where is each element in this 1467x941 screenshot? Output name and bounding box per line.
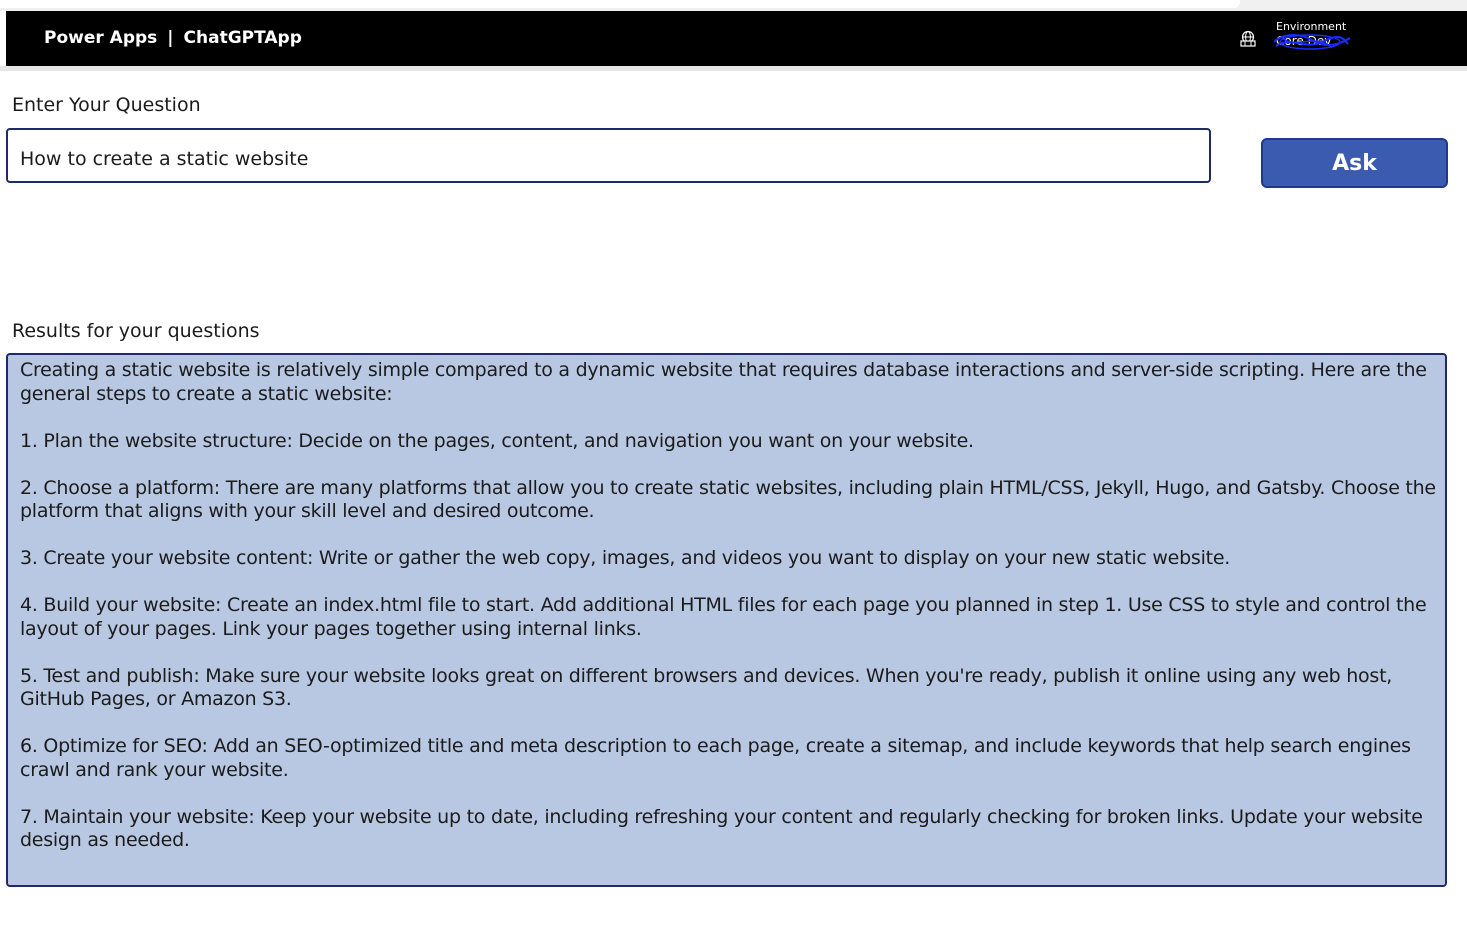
results-paragraph: 6. Optimize for SEO: Add an SEO-optimized title and meta description to each page, create a sitemap, and include keywords that help search engines crawl and rank your website. xyxy=(20,735,1411,781)
results-paragraph: 5. Test and publish: Make sure your website looks great on different browsers and devices. When you're ready, publish it online using any web host, GitHub Pages, or Amazon S3. xyxy=(20,664,1393,710)
results-label: Results for your questions xyxy=(12,320,260,342)
brand-separator: | xyxy=(167,28,174,48)
app-title: ChatGPTApp xyxy=(183,28,302,48)
app-header xyxy=(6,11,1467,66)
ask-button[interactable]: Ask xyxy=(1261,138,1448,188)
results-paragraph: 1. Plan the website structure: Decide on the pages, content, and navigation you want on your website. xyxy=(20,429,974,452)
redaction-scribble xyxy=(1272,30,1352,54)
results-text xyxy=(20,359,1439,853)
results-paragraph: Creating a static website is relatively simple compared to a dynamic website that requires database interactions and server-side scripting. Here are the general steps to create a static website: xyxy=(20,359,1427,405)
environment-label: Environment xyxy=(1276,20,1347,33)
results-paragraph: 3. Create your website content: Write or gather the web copy, images, and videos you want to display on your new static website. xyxy=(20,547,1231,569)
browser-tab-edge xyxy=(0,0,1240,8)
brand xyxy=(44,28,302,48)
results-textbox[interactable] xyxy=(6,353,1447,887)
header-divider xyxy=(0,66,1467,71)
environment-picker[interactable] xyxy=(1276,20,1366,49)
results-paragraph: 4. Build your website: Create an index.html file to start. Add additional HTML files for each page you planned in step 1. Use CSS to style and control the layout of your pages. Link your pages together using internal links. xyxy=(20,594,1427,640)
power-apps-label[interactable]: Power Apps xyxy=(44,28,158,48)
question-input[interactable] xyxy=(6,128,1211,183)
question-label: Enter Your Question xyxy=(12,94,201,116)
results-paragraph: 2. Choose a platform: There are many platforms that allow you to create static websites, including plain HTML/CSS, Jekyll, Hugo, and Gatsby. Choose the platform that aligns with your skill level and desired outcome. xyxy=(20,476,1436,522)
environment-name: Core Dev xyxy=(1276,34,1332,48)
globe-building-icon[interactable] xyxy=(1239,30,1257,48)
environment-value xyxy=(1276,33,1366,49)
browser-top-strip xyxy=(0,0,1467,11)
results-paragraph: 7. Maintain your website: Keep your website up to date, including refreshing your content and regularly checking for broken links. Update your website design as needed. xyxy=(20,805,1423,851)
